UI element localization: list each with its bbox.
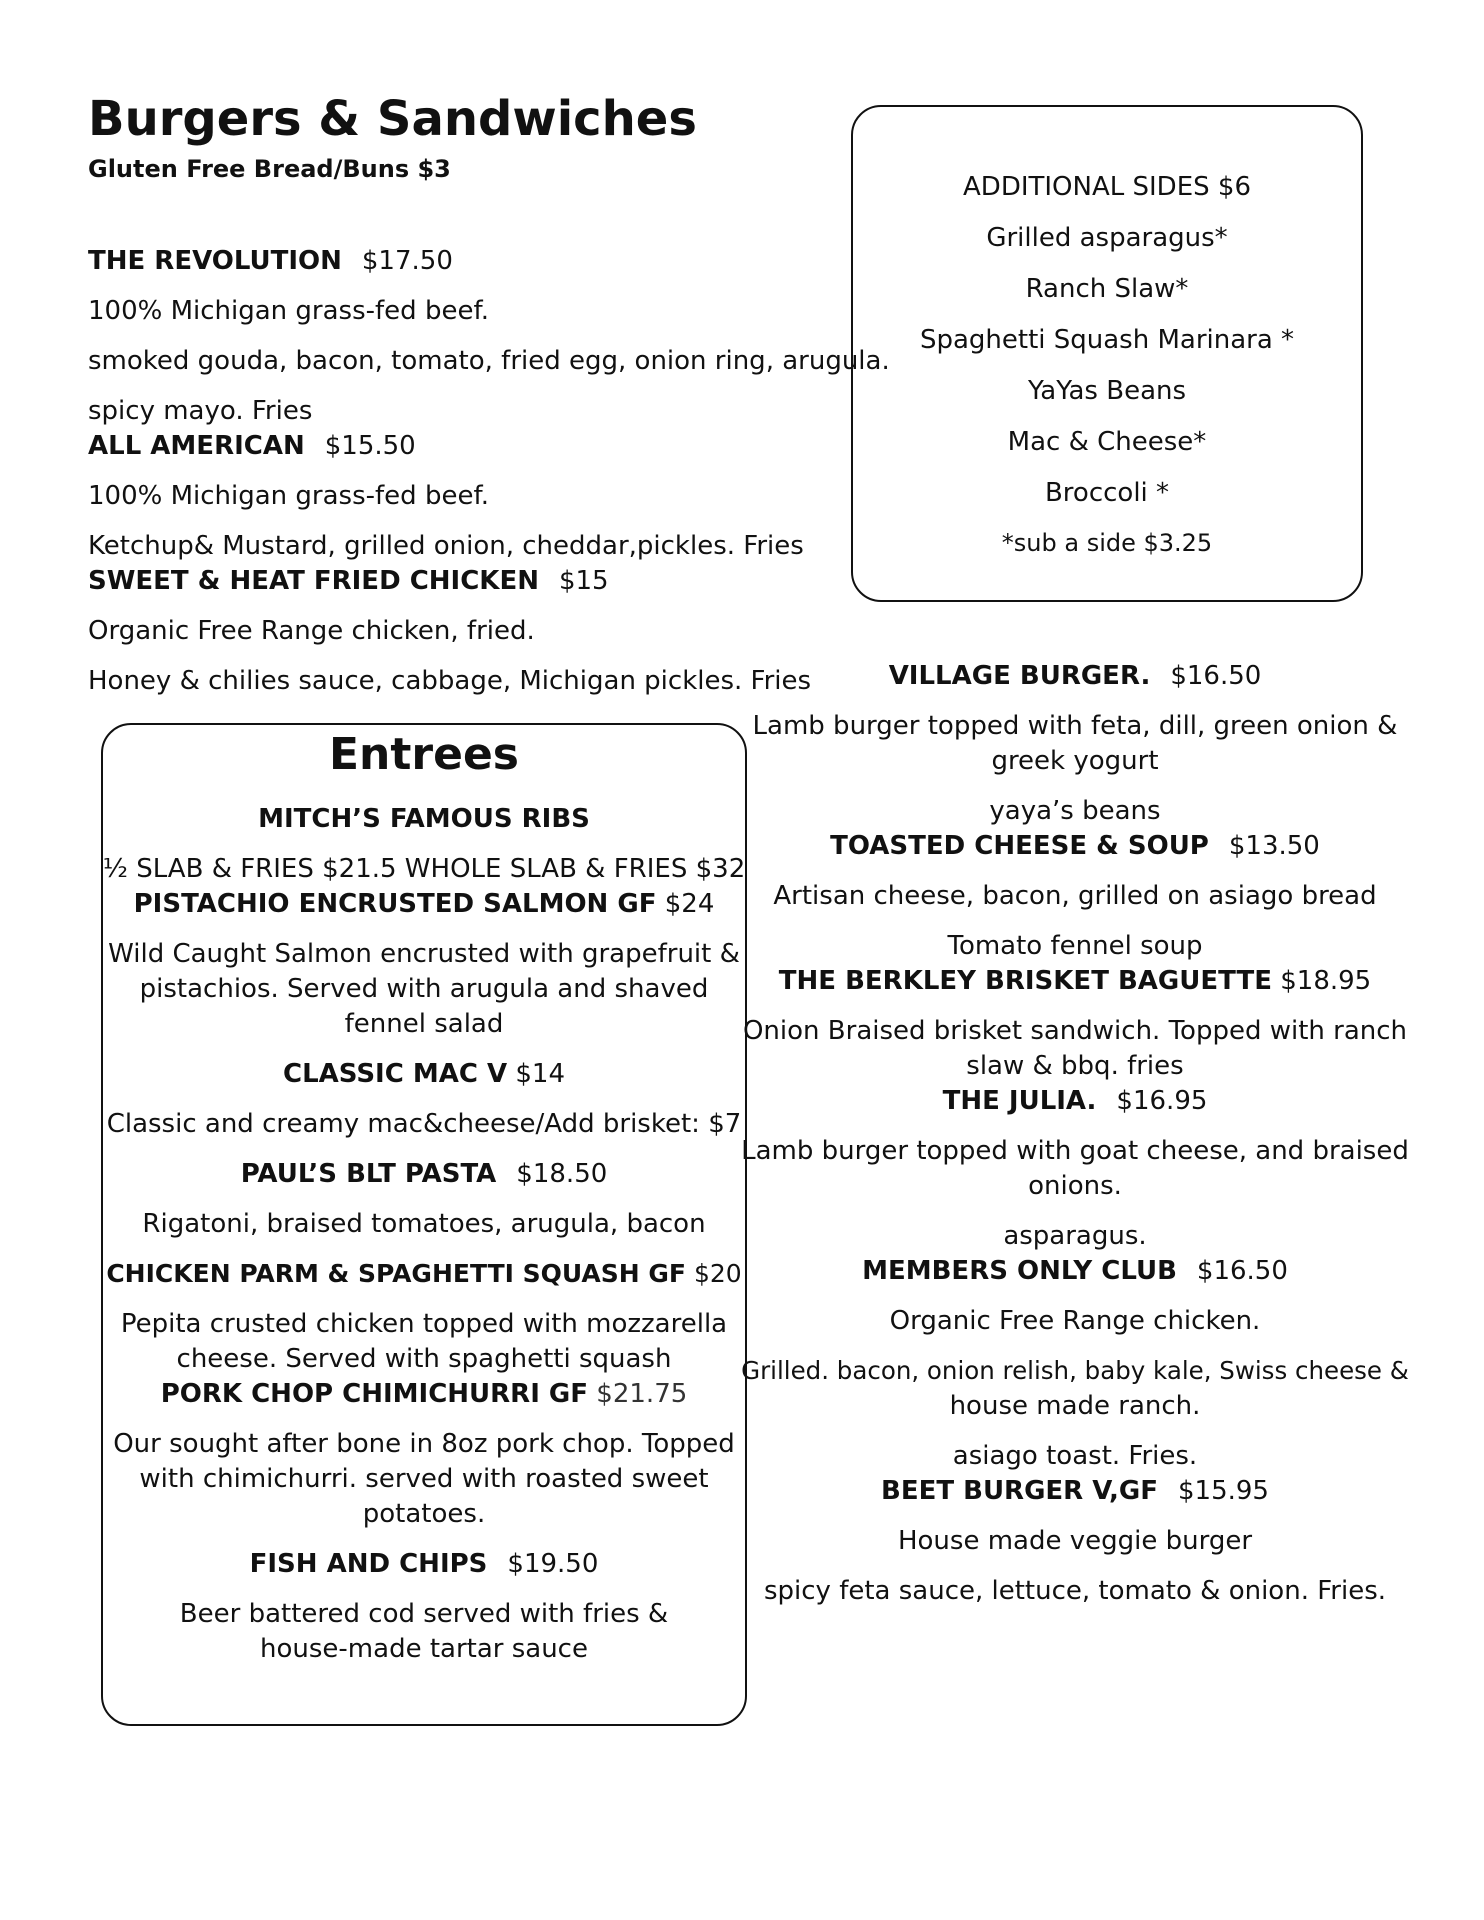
entree-description: cheese. Served with spaghetti squash (176, 1344, 672, 1374)
item-description: spicy mayo. Fries (88, 396, 313, 426)
entree-price: $18.50 (516, 1159, 608, 1189)
entree-name: CHICKEN PARM & SPAGHETTI SQUASH GF (106, 1259, 686, 1288)
entree-description: potatoes. (362, 1499, 486, 1529)
item-name: VILLAGE BURGER. (888, 661, 1151, 691)
sides-note: *sub a side $3.25 (1001, 529, 1213, 557)
side-item: YaYas Beans (1027, 376, 1187, 406)
item-description: greek yogurt (991, 746, 1159, 776)
menu-item-all-american (88, 429, 416, 463)
entree-name: MITCH’S FAMOUS RIBS (258, 804, 590, 834)
item-description: 100% Michigan grass-fed beef. (88, 296, 489, 326)
page-title: Burgers & Sandwiches (88, 91, 697, 147)
item-price: $15.95 (1178, 1476, 1269, 1506)
menu-item-members-only-club (740, 1254, 1410, 1288)
menu-item-fish-and-chips (101, 1547, 747, 1581)
menu-item-beet-burger (740, 1474, 1410, 1508)
entree-options: ½ SLAB & FRIES $21.5 WHOLE SLAB & FRIES $32 (102, 854, 746, 884)
item-name: MEMBERS ONLY CLUB (862, 1256, 1177, 1286)
item-description: smoked gouda, bacon, tomato, fried egg, onion ring, arugula. (88, 346, 890, 376)
side-item: Grilled asparagus* (986, 223, 1228, 253)
item-name: TOASTED CHEESE & SOUP (830, 831, 1209, 861)
item-description: onions. (1028, 1171, 1122, 1201)
entree-name: PAUL’S BLT PASTA (240, 1159, 497, 1189)
entree-price: $20 (693, 1259, 742, 1288)
entree-description: Classic and creamy mac&cheese/Add brisket: $7 (106, 1109, 742, 1139)
entree-price: $24 (664, 889, 715, 919)
item-name: BEET BURGER V,GF (881, 1476, 1158, 1506)
menu-item-classic-mac (101, 1057, 747, 1091)
item-description: Tomato fennel soup (947, 931, 1203, 961)
item-name: THE BERKLEY BRISKET BAGUETTE (778, 966, 1272, 996)
entree-description: Wild Caught Salmon encrusted with grapefruit & (108, 939, 740, 969)
item-price: $16.50 (1170, 661, 1262, 691)
entree-name: PORK CHOP CHIMICHURRI GF (160, 1379, 589, 1409)
page-subtitle: Gluten Free Bread/Buns $3 (88, 155, 451, 183)
entree-description: Rigatoni, braised tomatoes, arugula, bacon (142, 1209, 706, 1239)
menu-item-sweet-heat-fried-chicken (88, 564, 609, 598)
entree-description: Pepita crusted chicken topped with mozzarella (120, 1309, 728, 1339)
side-item: Broccoli * (1044, 478, 1170, 508)
item-description: Grilled. bacon, onion relish, baby kale, Swiss cheese & (741, 1356, 1409, 1385)
item-description: Organic Free Range chicken, fried. (88, 616, 535, 646)
item-price: $18.95 (1280, 966, 1372, 996)
item-description: yaya’s beans (989, 796, 1161, 826)
item-price: $16.95 (1116, 1086, 1208, 1116)
item-description: asiago toast. Fries. (952, 1441, 1198, 1471)
item-name: THE REVOLUTION (88, 246, 342, 276)
side-item: Spaghetti Squash Marinara * (919, 325, 1295, 355)
entree-price: $19.50 (507, 1549, 599, 1579)
entree-name: CLASSIC MAC V (282, 1059, 508, 1089)
entree-name: FISH AND CHIPS (249, 1549, 488, 1579)
menu-item-village-burger (740, 659, 1410, 693)
entree-price: $21.75 (596, 1379, 688, 1409)
item-price: $17.50 (361, 246, 453, 276)
item-description: 100% Michigan grass-fed beef. (88, 481, 489, 511)
item-price: $13.50 (1228, 831, 1320, 861)
side-item: Mac & Cheese* (1007, 427, 1207, 457)
side-item: Ranch Slaw* (1025, 274, 1189, 304)
item-description: spicy feta sauce, lettuce, tomato & onion. Fries. (763, 1576, 1387, 1606)
item-description: Artisan cheese, bacon, grilled on asiago bread (773, 881, 1377, 911)
menu-item-blt-pasta (101, 1157, 747, 1191)
item-price: $16.50 (1196, 1256, 1288, 1286)
sides-title: ADDITIONAL SIDES $6 (963, 172, 1251, 202)
item-description: asparagus. (1003, 1221, 1147, 1251)
item-description: House made veggie burger (897, 1526, 1253, 1556)
menu-item-the-julia (740, 1084, 1410, 1118)
item-description: Honey & chilies sauce, cabbage, Michigan pickles. Fries (88, 666, 812, 696)
entrees-title: Entrees (329, 729, 519, 780)
entree-description: Our sought after bone in 8oz pork chop. Topped (113, 1429, 735, 1459)
item-name: THE JULIA. (942, 1086, 1097, 1116)
item-price: $15.50 (324, 431, 416, 461)
item-description: Ketchup& Mustard, grilled onion, cheddar,pickles. Fries (88, 531, 804, 561)
entree-description: house-made tartar sauce (260, 1634, 588, 1664)
entree-description: with chimichurri. served with roasted sweet (139, 1464, 709, 1494)
menu-item-pork-chop (101, 1377, 747, 1411)
item-name: ALL AMERICAN (88, 431, 305, 461)
item-description: house made ranch. (949, 1391, 1201, 1421)
item-price: $15 (558, 566, 609, 596)
menu-item-chicken-parm (101, 1257, 747, 1291)
item-description: Lamb burger topped with feta, dill, green onion & (752, 711, 1398, 741)
item-name: SWEET & HEAT FRIED CHICKEN (88, 566, 539, 596)
item-description: Lamb burger topped with goat cheese, and braised (741, 1136, 1409, 1166)
menu-item-berkley-brisket (740, 964, 1410, 998)
entree-name: PISTACHIO ENCRUSTED SALMON GF (133, 889, 657, 919)
menu-item-the-revolution (88, 244, 453, 278)
entree-description: fennel salad (344, 1009, 504, 1039)
item-description: Onion Braised brisket sandwich. Topped with ranch (742, 1016, 1408, 1046)
entree-description: Beer battered cod served with fries & (179, 1599, 669, 1629)
item-description: slaw & bbq. fries (966, 1051, 1184, 1081)
entree-description: pistachios. Served with arugula and shaved (139, 974, 709, 1004)
menu-item-toasted-cheese (740, 829, 1410, 863)
entree-price: $14 (515, 1059, 566, 1089)
item-description: Organic Free Range chicken. (889, 1306, 1261, 1336)
menu-item-salmon (101, 887, 747, 921)
